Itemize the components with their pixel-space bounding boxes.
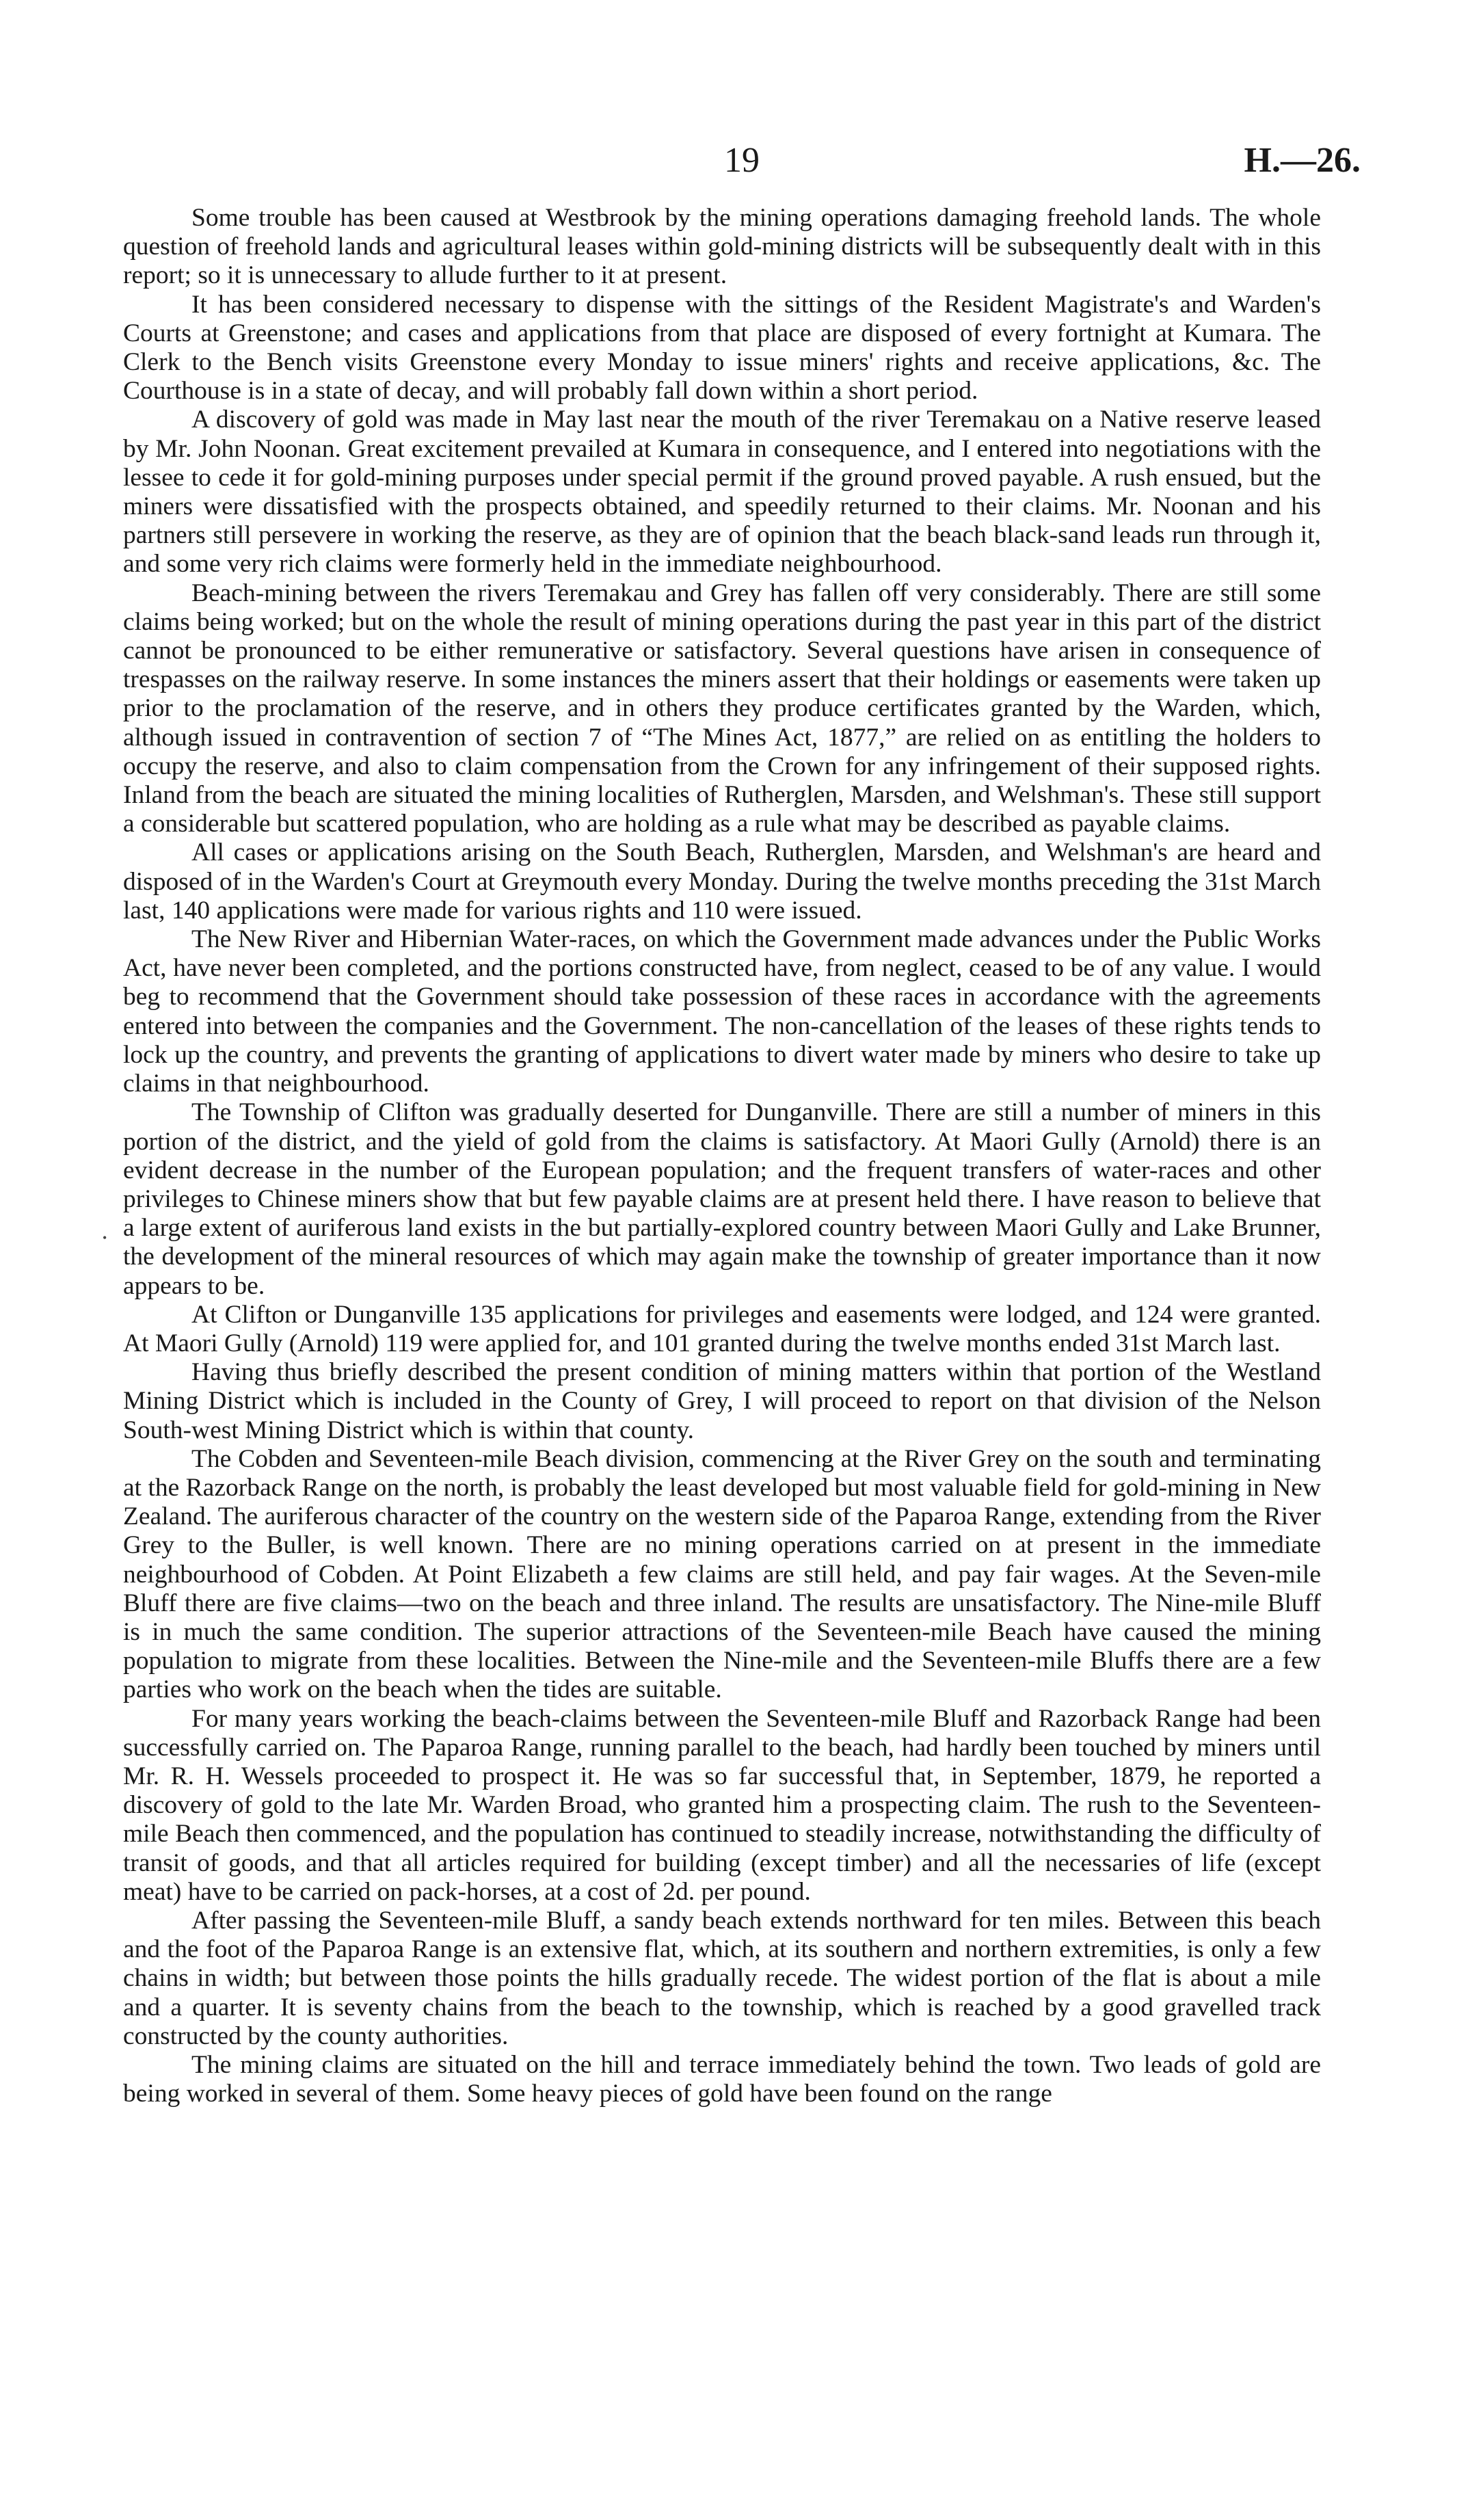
page-number: 19 — [724, 141, 760, 180]
page-header — [123, 140, 1361, 188]
paragraph-greenstone: It has been considered necessary to dispense with the sittings of the Resident Magistrate's and Warden's Courts at Greenstone; and cases and applications from that place are disposed of every fortnight at Kumara. The Clerk to the Bench visits Greenstone every Monday to issue miners' rights and receive applications, &c. The Courthouse is in a state of decay, and will probably fall down within a short period. — [123, 290, 1321, 406]
paragraph-clifton: The Township of Clifton was gradually deserted for Dunganville. There are still a number of miners in this portion of the district, and the yield of gold from the claims is satisfactory. At Maori Gully (Arnold) there is an evident decrease in the number of the European population; and the frequent transfers of water-races and other privileges to Chinese miners show that but few payable claims are at present held there. I have reason to believe that a large extent of auriferous land exists in the but partially-explored country between Maori Gully and Lake Brunner, the development of the mineral resources of which may again make the township of greater importance than it now appears to be. — [123, 1098, 1321, 1300]
document-reference: H.—26. — [1244, 141, 1361, 180]
paragraph-greymouth-court: All cases or applications arising on the South Beach, Rutherglen, Marsden, and Welshman's are heard and disposed of in the Warden's Court at Greymouth every Monday. During the twelve months preceding the 31st March last, 140 applications were made for various rights and 110 were issued. — [123, 838, 1321, 925]
margin-dot: • — [103, 1231, 107, 1245]
paragraph-water-races: The New River and Hibernian Water-races, on which the Government made advances under the Public Works Act, have never been completed, and the portions constructed have, from neglect, ceased to be of any value. I would beg to recommend that the Government should take possession of these races in accordance with the agreements entered into between the companies and the Government. The non-cancellation of the leases of these rights tends to lock up the country, and prevents the granting of applications to divert water made by miners who desire to take up claims in that neighbourhood. — [123, 925, 1321, 1098]
paragraph-westbrook: Some trouble has been caused at Westbrook by the mining operations damaging freehold lands. The whole question of freehold lands and agricultural leases within gold-mining districts will be subsequently dealt with in this report; so it is unnecessary to allude further to it at present. — [123, 204, 1321, 290]
paragraph-dunganville-applications: At Clifton or Dunganville 135 applications for privileges and easements were lodged, and 124 were granted. At Maori Gully (Arnold) 119 were applied for, and 101 granted during the twelve months ended 31st March last. — [123, 1300, 1321, 1357]
paragraph-sandy-beach: After passing the Seventeen-mile Bluff, a sandy beach extends northward for ten miles. Between this beach and the foot of the Paparoa Range is an extensive flat, which, at its southern and northern extremities, is only a few chains in width; but between those points the hills gradually recede. The widest portion of the flat is about a mile and a quarter. It is seventy chains from the beach to the township, which is reached by a good gravelled track constructed by the county authorities. — [123, 1906, 1321, 2050]
paragraph-teremakau-discovery: A discovery of gold was made in May last near the mouth of the river Teremakau on a Native reserve leased by Mr. John Noonan. Great excitement prevailed at Kumara in consequence, and I entered into negotiations with the lessee to cede it for gold-mining purposes under special permit if the ground proved payable. A rush ensued, but the miners were dissatisfied with the prospects obtained, and speedily returned to their claims. Mr. Noonan and his partners still persevere in working the reserve, as they are of opinion that the beach black-sand leads run through it, and some very rich claims were formerly held in the immediate neighbourhood. — [123, 406, 1321, 579]
report-body — [123, 204, 1321, 2108]
paragraph-nelson-division: Having thus briefly described the present condition of mining matters within that portion of the Westland Mining District which is included in the County of Grey, I will proceed to report on that division of the Nelson South-west Mining District which is within that county. — [123, 1358, 1321, 1444]
paragraph-seventeen-mile: For many years working the beach-claims between the Seventeen-mile Bluff and Razorback Range had been successfully carried on. The Paparoa Range, running parallel to the beach, had hardly been touched by miners until Mr. R. H. Wessels proceeded to prospect it. He was so far successful that, in September, 1879, he reported a discovery of gold to the late Mr. Warden Broad, who granted him a prospecting claim. The rush to the Seventeen-mile Beach then commenced, and the population has continued to steadily increase, notwithstanding the difficulty of transit of goods, and that all articles required for building (except timber) and all the necessaries of life (except meat) have to be carried on pack-horses, at a cost of 2d. per pound. — [123, 1704, 1321, 1906]
paragraph-cobden: The Cobden and Seventeen-mile Beach division, commencing at the River Grey on the south and terminating at the Razorback Range on the north, is probably the least developed but most valuable field for gold-mining in New Zealand. The auriferous character of the country on the western side of the Paparoa Range, extending from the River Grey to the Buller, is well known. There are no mining operations carried on at present in the immediate neighbourhood of Cobden. At Point Elizabeth a few claims are still held, and pay fair wages. At the Seven-mile Bluff there are five claims—two on the beach and three inland. The results are unsatisfactory. The Nine-mile Bluff is in much the same condition. The superior attractions of the Seventeen-mile Beach have caused the mining population to migrate from these localities. Between the Nine-mile and the Seventeen-mile Bluffs there are a few parties who work on the beach when the tides are suitable. — [123, 1444, 1321, 1704]
paragraph-beach-mining: Beach-mining between the rivers Teremakau and Grey has fallen off very considerably. There are still some claims being worked; but on the whole the result of mining operations during the past year in this part of the district cannot be pronounced to be either remunerative or satisfactory. Several questions have arisen in consequence of trespasses on the railway reserve. In some instances the miners assert that their holdings or easements were taken up prior to the proclamation of the reserve, and in others they produce certificates granted by the Warden, which, although issued in contravention of section 7 of “The Mines Act, 1877,” are relied on as entitling the holders to occupy the reserve, and also to claim compensation from the Crown for any infringement of their supposed rights. Inland from the beach are situated the mining localities of Rutherglen, Marsden, and Welshman's. These still support a considerable but scattered population, who are holding as a rule what may be described as payable claims. — [123, 579, 1321, 838]
paragraph-mining-claims: The mining claims are situated on the hill and terrace immediately behind the town. Two leads of gold are being worked in several of them. Some heavy pieces of gold have been found on the range — [123, 2051, 1321, 2108]
